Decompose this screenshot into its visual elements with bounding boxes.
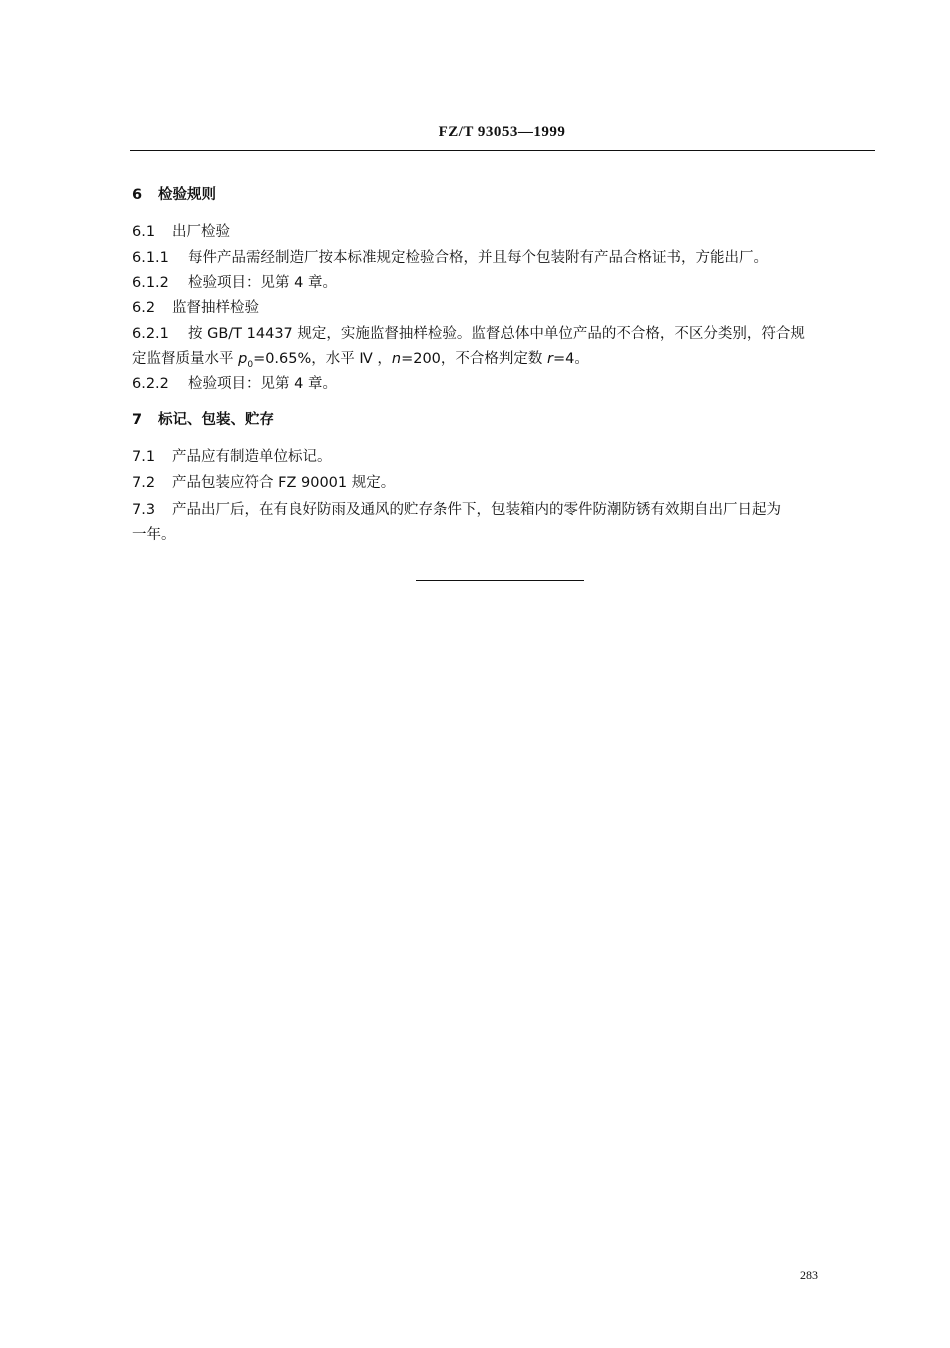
section-7-heading	[132, 408, 274, 429]
clause-text: 每件产品需经制造厂按本标准规定检验合格，并且每个包装附有产品合格证书，方能出厂。	[188, 250, 768, 266]
clause-7-1	[132, 445, 332, 466]
r-symbol: r	[547, 351, 553, 367]
clause-number: 6.1.1	[132, 250, 169, 266]
clause-number: 6.2.2	[132, 376, 169, 392]
p-symbol: p	[238, 351, 248, 367]
clause-text: 检验项目：见第 4 章。	[188, 275, 337, 291]
p-subscript: 0	[247, 359, 254, 370]
clause-number: 7.3	[132, 502, 156, 518]
clause-text: 一年。	[132, 527, 176, 543]
clause-7-2	[132, 471, 395, 492]
section-6-heading	[132, 183, 216, 204]
page-number: 283	[800, 1268, 818, 1282]
clause-6-2-1-line-1	[132, 322, 805, 343]
clause-text: 产品应有制造单位标记。	[172, 449, 332, 465]
n-symbol: n	[391, 351, 402, 367]
header-rule	[130, 150, 875, 151]
section-6-2-heading	[132, 296, 259, 317]
section-number: 6.2	[132, 300, 156, 316]
clause-6-2-2	[132, 372, 337, 393]
standard-code-header: FZ/T 93053—1999	[438, 124, 566, 140]
section-title: 检验规则	[158, 187, 216, 203]
clause-text: =4。	[552, 351, 589, 367]
clause-number: 7.2	[132, 475, 156, 491]
clause-number: 6.2.1	[132, 326, 169, 342]
clause-text: 检验项目：见第 4 章。	[188, 376, 337, 392]
clause-6-1-1	[132, 246, 768, 267]
end-of-document-rule	[416, 580, 584, 581]
clause-text: 按 GB/T 14437 规定，实施监督抽样检验。监督总体中单位产品的不合格，不区分类别，符合规	[188, 326, 805, 342]
clause-text: =0.65%，水平 Ⅳ ，	[253, 351, 392, 367]
clause-text: 产品出厂后，在有良好防雨及通风的贮存条件下，包装箱内的零件防潮防锈有效期自出厂日起为	[172, 502, 781, 518]
section-title: 监督抽样检验	[172, 300, 259, 316]
section-title: 出厂检验	[172, 224, 230, 240]
clause-6-2-1-line-2	[132, 347, 589, 370]
clause-6-1-2	[132, 271, 337, 292]
section-number: 7	[132, 412, 143, 428]
clause-number: 6.1.2	[132, 275, 169, 291]
clause-text: =200，不合格判定数	[401, 351, 548, 367]
clause-text: 定监督质量水平	[132, 351, 239, 367]
clause-7-3-line-2	[132, 523, 176, 544]
section-title: 标记、包装、贮存	[158, 412, 274, 428]
clause-7-3-line-1	[132, 498, 781, 519]
clause-number: 7.1	[132, 449, 156, 465]
section-6-1-heading	[132, 220, 230, 241]
section-number: 6	[132, 187, 143, 203]
section-number: 6.1	[132, 224, 156, 240]
clause-text: 产品包装应符合 FZ 90001 规定。	[172, 475, 396, 491]
